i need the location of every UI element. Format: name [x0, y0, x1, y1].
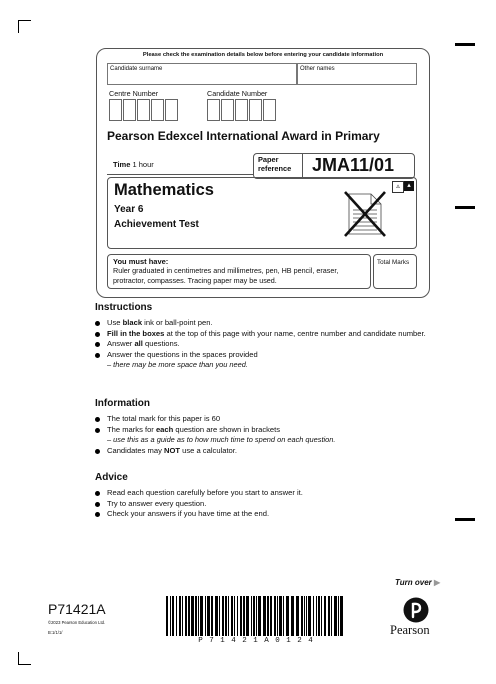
candidate-number-label: Candidate Number [207, 89, 268, 98]
bullet-icon [95, 321, 100, 326]
total-marks-box[interactable] [373, 254, 417, 289]
candidate-details-frame [96, 48, 430, 298]
total-marks-label: Total Marks [377, 259, 410, 266]
time-value: 1 hour [132, 160, 154, 169]
information-item: The total mark for this paper is 60 [95, 414, 435, 425]
paper-code: P71421A [48, 601, 106, 617]
instruction-item: Answer all questions. [95, 339, 435, 350]
award-title: Pearson Edexcel International Award in Primary [107, 129, 380, 143]
must-have-body: Ruler graduated in centimetres and millimetres, pen, HB pencil, eraser, protractor, compasses. Tracing paper may be used. [113, 266, 339, 285]
information-section [95, 398, 435, 456]
header-note: Please check the examination details below before entering your candidate information [142, 52, 384, 58]
information-item: Candidates may NOT use a calculator. [95, 446, 435, 457]
test-name: Achievement Test [114, 219, 199, 230]
paper-reference-label: Paper reference [258, 155, 292, 173]
candidate-number-boxes[interactable] [207, 99, 277, 126]
bullet-icon [95, 512, 100, 517]
bullet-icon [95, 353, 100, 358]
advice-item: Try to answer every question. [95, 499, 435, 510]
subject-box [107, 177, 417, 249]
pearson-wordmark: Pearson [390, 623, 430, 637]
crop-mark-right-mid [455, 206, 475, 209]
do-not-write-icon [343, 190, 388, 238]
instruction-item: Answer the questions in the spaces provided [95, 350, 435, 361]
bullet-icon [95, 428, 100, 433]
bullet-icon [95, 342, 100, 347]
crop-mark-right-top [455, 43, 475, 46]
paper-reference-code: JMA11/01 [312, 155, 395, 175]
year-label: Year 6 [114, 204, 144, 215]
copyright-line: ©2023 Pearson Education Ltd. [48, 620, 106, 625]
advice-heading: Advice [95, 472, 128, 483]
time-allowed [113, 160, 154, 169]
candidate-surname-field[interactable] [107, 63, 297, 85]
centre-number-label: Centre Number [109, 89, 159, 98]
bullet-icon [95, 417, 100, 422]
paper-reference-divider [302, 154, 303, 178]
information-item: The marks for each question are shown in brackets [95, 425, 435, 436]
time-underline [107, 174, 253, 175]
instruction-item: Use black ink or ball-point pen. [95, 318, 435, 329]
other-names-field[interactable] [297, 63, 417, 85]
time-label: Time [113, 160, 131, 169]
triangle-outline-icon: ▵ [392, 181, 404, 193]
crop-mark-top-left [18, 20, 31, 33]
crop-mark-bottom-left [18, 652, 31, 665]
barcode-bars [166, 596, 346, 636]
bullet-icon [95, 449, 100, 454]
barcode-text: P 7 1 4 2 1 A 0 1 2 4 [198, 637, 314, 645]
turn-over-label: Turn over ▶ [395, 578, 441, 587]
bullet-icon [95, 491, 100, 496]
subject-title: Mathematics [114, 181, 214, 199]
arrow-right-icon: ▶ [433, 578, 441, 587]
instruction-item: Fill in the boxes at the top of this page with your name, centre number and candidate number. [95, 329, 435, 340]
paper-reference-box [253, 153, 415, 179]
advice-section [95, 472, 435, 520]
print-code: B:1/1/1/ [48, 630, 63, 635]
must-have-box [107, 254, 371, 289]
barcode [166, 596, 346, 645]
triangle-filled-icon: ▴ [404, 181, 414, 191]
must-have-title: You must have: [113, 257, 169, 266]
centre-number-boxes[interactable] [109, 99, 179, 126]
instructions-section [95, 302, 435, 371]
instructions-heading: Instructions [95, 302, 153, 313]
pearson-logo-icon [403, 597, 429, 623]
information-sub-note: – use this as a guide as to how much time to spend on each question. [107, 435, 336, 445]
instruction-sub-note: – there may be more space than you need. [107, 360, 248, 370]
bullet-icon [95, 502, 100, 507]
candidate-surname-label: Candidate surname [110, 66, 163, 72]
other-names-label: Other names [300, 66, 335, 72]
bullet-icon [95, 332, 100, 337]
advice-item: Check your answers if you have time at the end. [95, 509, 435, 520]
crop-mark-right-lower [455, 518, 475, 521]
information-heading: Information [95, 398, 150, 409]
advice-item: Read each question carefully before you start to answer it. [95, 488, 435, 499]
